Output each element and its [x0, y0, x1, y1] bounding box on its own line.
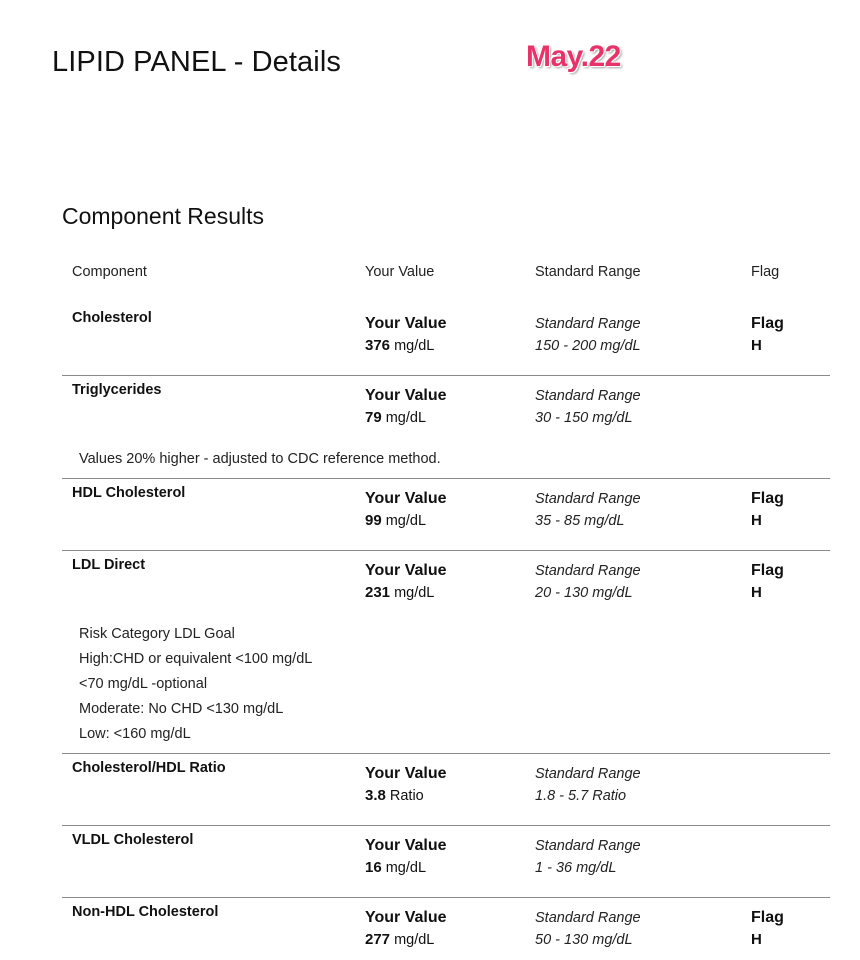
value-cell: [365, 488, 447, 532]
section-title: Component Results: [62, 203, 264, 229]
value-cell: [365, 907, 447, 951]
component-name: Triglycerides: [72, 382, 162, 398]
your-value-label: Your Value: [365, 315, 447, 332]
standard-range-label: Standard Range: [535, 563, 641, 579]
table-row: [62, 898, 830, 960]
result-unit: mg/dL: [394, 338, 435, 354]
range-cell: [535, 385, 641, 429]
value-cell: [365, 560, 447, 604]
your-value-label: Your Value: [365, 837, 447, 854]
result-unit: mg/dL: [394, 932, 435, 948]
standard-range-value: 35 - 85 mg/dL: [535, 513, 625, 529]
date-stamp: May.22: [526, 40, 621, 73]
table-row: [62, 304, 830, 376]
value-line: [365, 582, 447, 604]
range-cell: [535, 560, 641, 604]
standard-range-label: Standard Range: [535, 910, 641, 926]
flag-label: Flag: [751, 909, 784, 926]
table-row: [62, 551, 830, 754]
result-value: 99: [365, 512, 382, 529]
standard-range-label: Standard Range: [535, 766, 641, 782]
standard-range-value: 50 - 130 mg/dL: [535, 932, 633, 948]
value-line: [365, 407, 447, 429]
row-main: [62, 479, 830, 550]
flag-value: H: [751, 512, 762, 529]
standard-range-value: 1 - 36 mg/dL: [535, 860, 617, 876]
value-cell: [365, 385, 447, 429]
value-cell: [365, 835, 447, 879]
result-unit: mg/dL: [394, 585, 435, 601]
standard-range-value: 20 - 130 mg/dL: [535, 585, 633, 601]
result-unit: Ratio: [389, 788, 424, 804]
standard-range-label: Standard Range: [535, 838, 641, 854]
table-row: [62, 826, 830, 898]
result-value: 231: [365, 584, 391, 601]
value-line: [365, 335, 447, 357]
column-header-range: Standard Range: [535, 264, 641, 280]
table-row: [62, 479, 830, 551]
range-cell: [535, 763, 641, 807]
note-line: Values 20% higher - adjusted to CDC reference method.: [79, 451, 441, 467]
column-header-value: Your Value: [365, 264, 435, 280]
your-value-label: Your Value: [365, 765, 447, 782]
your-value-label: Your Value: [365, 387, 447, 404]
component-name: Cholesterol: [72, 310, 152, 326]
result-value: 277: [365, 931, 391, 948]
result-unit: mg/dL: [385, 860, 427, 876]
component-name: HDL Cholesterol: [72, 485, 186, 501]
note-line: <70 mg/dL -optional: [79, 676, 208, 692]
result-unit: mg/dL: [385, 410, 427, 426]
range-cell: [535, 907, 641, 951]
value-line: [365, 785, 447, 807]
standard-range-label: Standard Range: [535, 316, 641, 332]
row-main: [62, 826, 830, 897]
your-value-label: Your Value: [365, 909, 447, 926]
standard-range-label: Standard Range: [535, 388, 641, 404]
range-cell: [535, 313, 641, 357]
column-header-flag: Flag: [751, 264, 780, 280]
flag-value: H: [751, 584, 762, 601]
note-line: High:CHD or equivalent <100 mg/dL: [79, 651, 313, 667]
note-line: Risk Category LDL Goal: [79, 626, 235, 642]
component-name: VLDL Cholesterol: [72, 832, 194, 848]
component-name: LDL Direct: [72, 557, 146, 573]
row-main: [62, 754, 830, 825]
flag-cell: [751, 560, 784, 604]
value-line: [365, 857, 447, 879]
page-title: LIPID PANEL - Details: [52, 46, 341, 78]
component-name: Cholesterol/HDL Ratio: [72, 760, 226, 776]
result-unit: mg/dL: [385, 513, 427, 529]
row-main: [62, 898, 830, 960]
component-results-table: [62, 260, 830, 960]
table-body: [62, 304, 830, 960]
note-line: Low: <160 mg/dL: [79, 726, 191, 742]
flag-value: H: [751, 931, 762, 948]
range-cell: [535, 835, 641, 879]
result-value: 3.8: [365, 787, 386, 804]
flag-label: Flag: [751, 562, 784, 579]
column-header-component: Component: [72, 264, 147, 280]
value-cell: [365, 763, 447, 807]
value-line: [365, 929, 447, 951]
flag-cell: [751, 313, 784, 357]
table-row: [62, 376, 830, 479]
standard-range-value: 150 - 200 mg/dL: [535, 338, 641, 354]
your-value-label: Your Value: [365, 490, 447, 507]
flag-label: Flag: [751, 315, 784, 332]
result-value: 16: [365, 859, 382, 876]
note-line: Moderate: No CHD <130 mg/dL: [79, 701, 284, 717]
flag-value: H: [751, 337, 762, 354]
flag-cell: [751, 488, 784, 532]
row-note: [62, 447, 830, 478]
row-main: [62, 551, 830, 622]
row-main: [62, 376, 830, 447]
row-note: [62, 622, 830, 753]
standard-range-value: 30 - 150 mg/dL: [535, 410, 633, 426]
table-row: [62, 754, 830, 826]
row-main: [62, 304, 830, 375]
standard-range-label: Standard Range: [535, 491, 641, 507]
flag-label: Flag: [751, 490, 784, 507]
table-header: [62, 260, 830, 304]
your-value-label: Your Value: [365, 562, 447, 579]
result-value: 376: [365, 337, 391, 354]
value-cell: [365, 313, 447, 357]
component-name: Non-HDL Cholesterol: [72, 904, 219, 920]
range-cell: [535, 488, 641, 532]
standard-range-value: 1.8 - 5.7 Ratio: [535, 788, 627, 804]
value-line: [365, 510, 447, 532]
result-value: 79: [365, 409, 382, 426]
flag-cell: [751, 907, 784, 951]
